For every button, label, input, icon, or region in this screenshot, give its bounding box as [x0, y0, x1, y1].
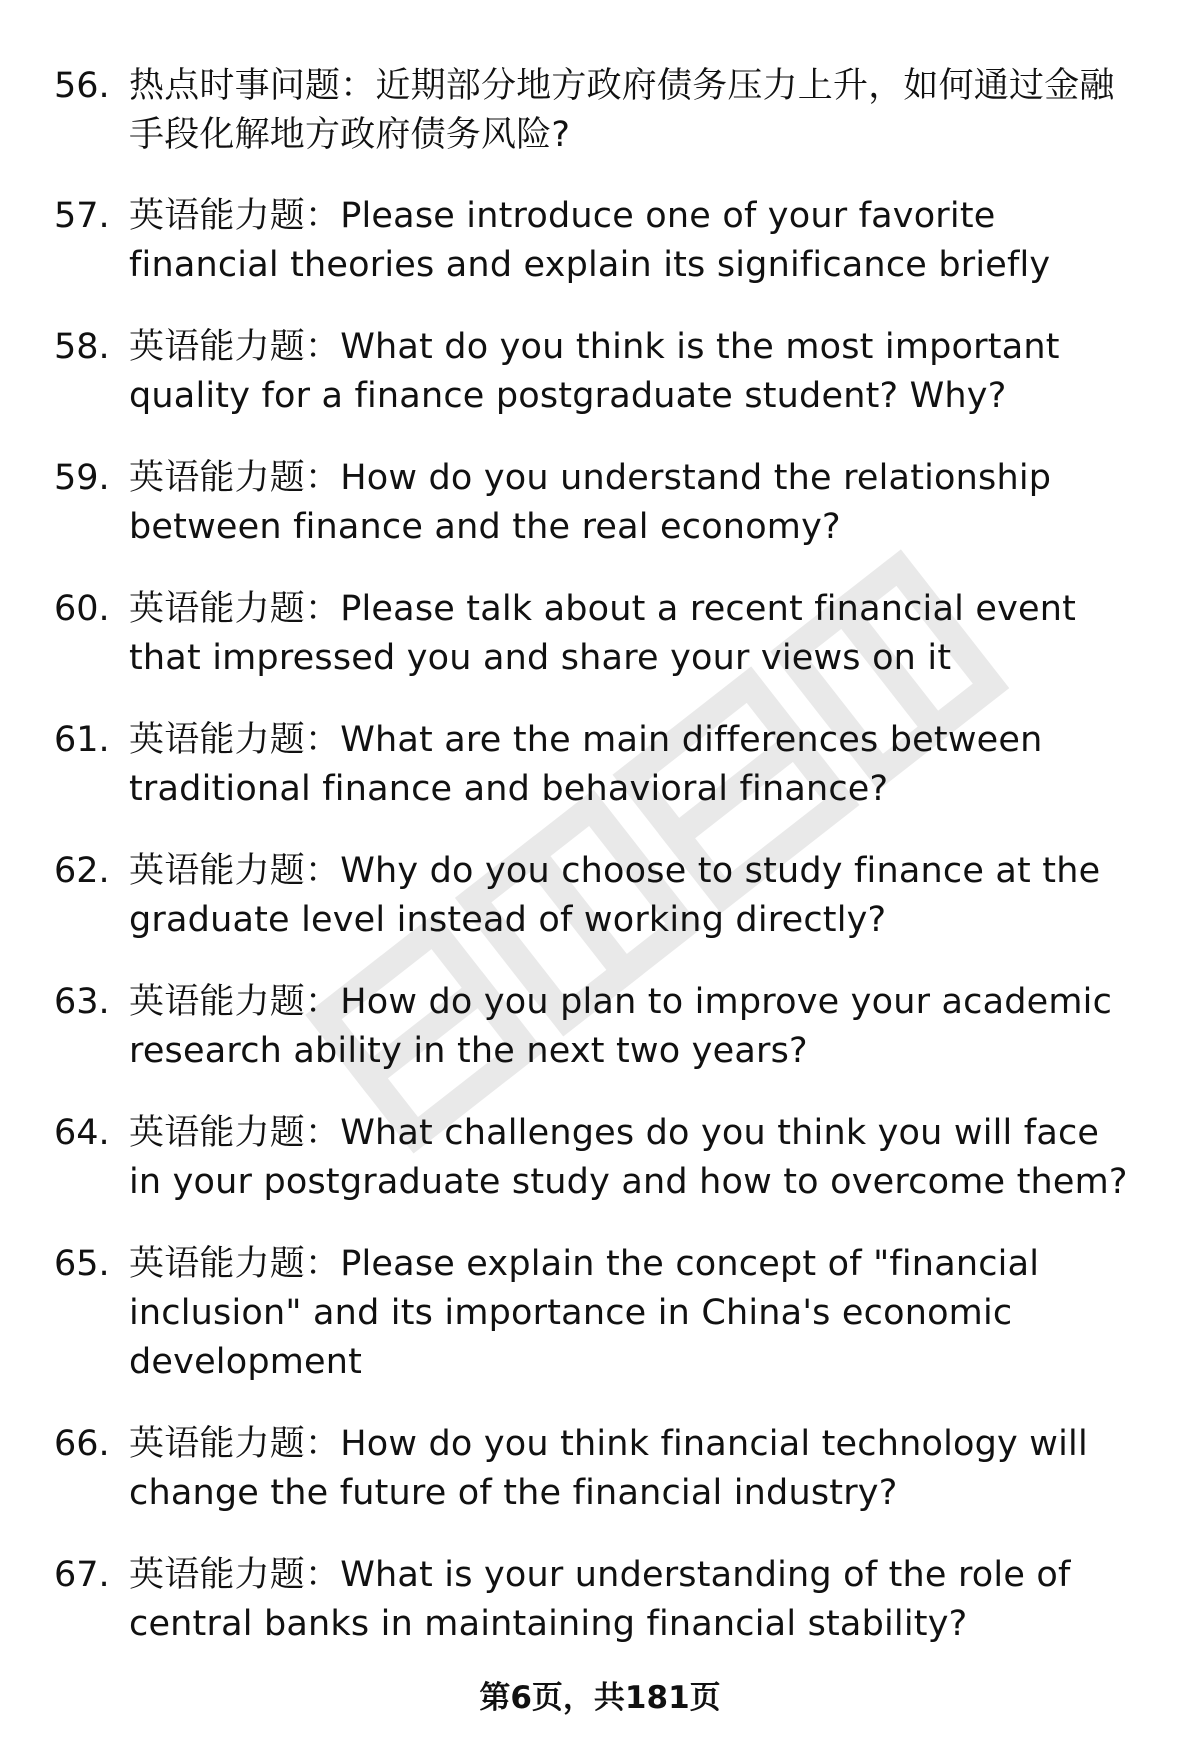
question-label: 英语能力题： [129, 196, 341, 236]
question-body: What are the main differences between traditional finance and behavioral finance? [129, 720, 1043, 809]
question-body: What is your understanding of the role of central banks in maintaining financial stability? [129, 1555, 1071, 1644]
question-text [129, 1420, 1139, 1518]
question-number: 56. [54, 66, 110, 106]
question-body: 近期部分地方政府债务压力上升，如何通过金融手段化解地方政府债务风险? [129, 66, 1115, 155]
question-number: 62. [54, 851, 110, 891]
question-body: Please introduce one of your favorite financial theories and explain its significance briefly [129, 196, 1051, 285]
question-label: 英语能力题： [129, 851, 341, 891]
question-text [129, 716, 1139, 814]
question-number: 67. [54, 1555, 110, 1595]
question-number: 66. [54, 1424, 110, 1464]
question-number: 59. [54, 458, 110, 498]
question-text [129, 978, 1139, 1076]
question-body: Why do you choose to study finance at the graduate level instead of working directly? [129, 851, 1101, 940]
question-number: 60. [54, 589, 110, 629]
question-body: What do you think is the most important quality for a finance postgraduate student? Why? [129, 327, 1060, 416]
question-text [129, 192, 1139, 290]
question-number: 57. [54, 196, 110, 236]
question-number: 61. [54, 720, 110, 760]
question-body: How do you think financial technology will change the future of the financial industry? [129, 1424, 1088, 1513]
question-label: 英语能力题： [129, 327, 341, 367]
question-text [129, 585, 1139, 683]
question-body: How do you understand the relationship between finance and the real economy? [129, 458, 1052, 547]
question-text [129, 1551, 1139, 1649]
page-footer: 第6页，共181页 [479, 1680, 721, 1716]
question-label: 英语能力题： [129, 1424, 341, 1464]
question-body: Please explain the concept of "financial inclusion" and its importance in China's economic development [129, 1244, 1040, 1382]
question-text [129, 454, 1139, 552]
question-number: 58. [54, 327, 110, 367]
question-number: 63. [54, 982, 110, 1022]
question-number: 65. [54, 1244, 110, 1284]
question-body: What challenges do you think you will face in your postgraduate study and how to overcome them? [129, 1113, 1128, 1202]
question-body: Please talk about a recent financial event that impressed you and share your views on it [129, 589, 1077, 678]
question-label: 英语能力题： [129, 720, 341, 760]
question-text [129, 1109, 1139, 1207]
question-text [129, 847, 1139, 945]
question-label: 英语能力题： [129, 1555, 341, 1595]
question-body: How do you plan to improve your academic research ability in the next two years? [129, 982, 1113, 1071]
question-number: 64. [54, 1113, 110, 1153]
question-label: 英语能力题： [129, 1113, 341, 1153]
question-label: 英语能力题： [129, 589, 341, 629]
question-text [129, 1240, 1139, 1387]
question-label: 英语能力题： [129, 982, 341, 1022]
question-text [129, 62, 1139, 160]
question-label: 热点时事问题： [129, 66, 376, 106]
question-label: 英语能力题： [129, 1244, 341, 1284]
question-label: 英语能力题： [129, 458, 341, 498]
question-text [129, 323, 1139, 421]
